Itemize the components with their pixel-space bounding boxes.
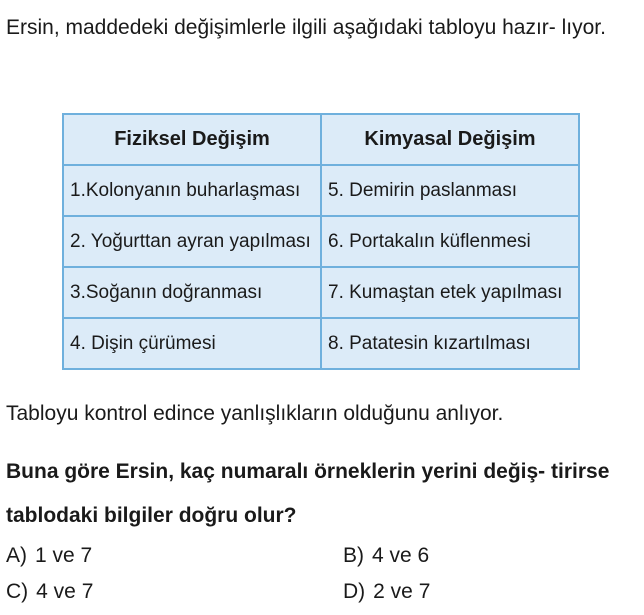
intro-text: Ersin, maddedeki değişimlerle ilgili aşağıdaki tabloyu hazır- lıyor. bbox=[6, 16, 606, 39]
option-a[interactable] bbox=[6, 544, 92, 568]
option-text: 2 ve 7 bbox=[373, 580, 431, 603]
table-cell: 1.Kolonyanın buharlaşması bbox=[63, 165, 321, 216]
option-b[interactable] bbox=[343, 544, 429, 568]
option-letter: A) bbox=[6, 544, 27, 567]
table-cell: 8. Patatesin kızartılması bbox=[321, 318, 579, 369]
observation-text: Tabloyu kontrol edince yanlışlıkların olduğunu anlıyor. bbox=[6, 402, 504, 425]
table-row bbox=[63, 318, 579, 369]
table-cell: 4. Dişin çürümesi bbox=[63, 318, 321, 369]
header-chemical-change: Kimyasal Değişim bbox=[321, 114, 579, 165]
table-cell: 7. Kumaştan etek yapılması bbox=[321, 267, 579, 318]
changes-table-container bbox=[62, 113, 580, 370]
option-c[interactable] bbox=[6, 580, 93, 604]
option-letter: D) bbox=[343, 580, 366, 603]
option-letter: B) bbox=[343, 544, 364, 567]
table-header-row bbox=[63, 114, 579, 165]
option-text: 4 ve 7 bbox=[36, 580, 94, 603]
question-text: Buna göre Ersin, kaç numaralı örneklerin yerini değiş- tirirse tablodaki bilgiler doğru olur? bbox=[6, 460, 610, 527]
table-cell: 5. Demirin paslanması bbox=[321, 165, 579, 216]
option-letter: C) bbox=[6, 580, 29, 603]
option-text: 1 ve 7 bbox=[35, 544, 93, 567]
table-row bbox=[63, 267, 579, 318]
option-d[interactable] bbox=[343, 580, 430, 604]
table-row bbox=[63, 165, 579, 216]
header-physical-change: Fiziksel Değişim bbox=[63, 114, 321, 165]
table-cell: 2. Yoğurttan ayran yapılması bbox=[63, 216, 321, 267]
table-row bbox=[63, 216, 579, 267]
table-cell: 6. Portakalın küflenmesi bbox=[321, 216, 579, 267]
changes-table bbox=[62, 113, 580, 370]
table-cell: 3.Soğanın doğranması bbox=[63, 267, 321, 318]
option-text: 4 ve 6 bbox=[372, 544, 430, 567]
